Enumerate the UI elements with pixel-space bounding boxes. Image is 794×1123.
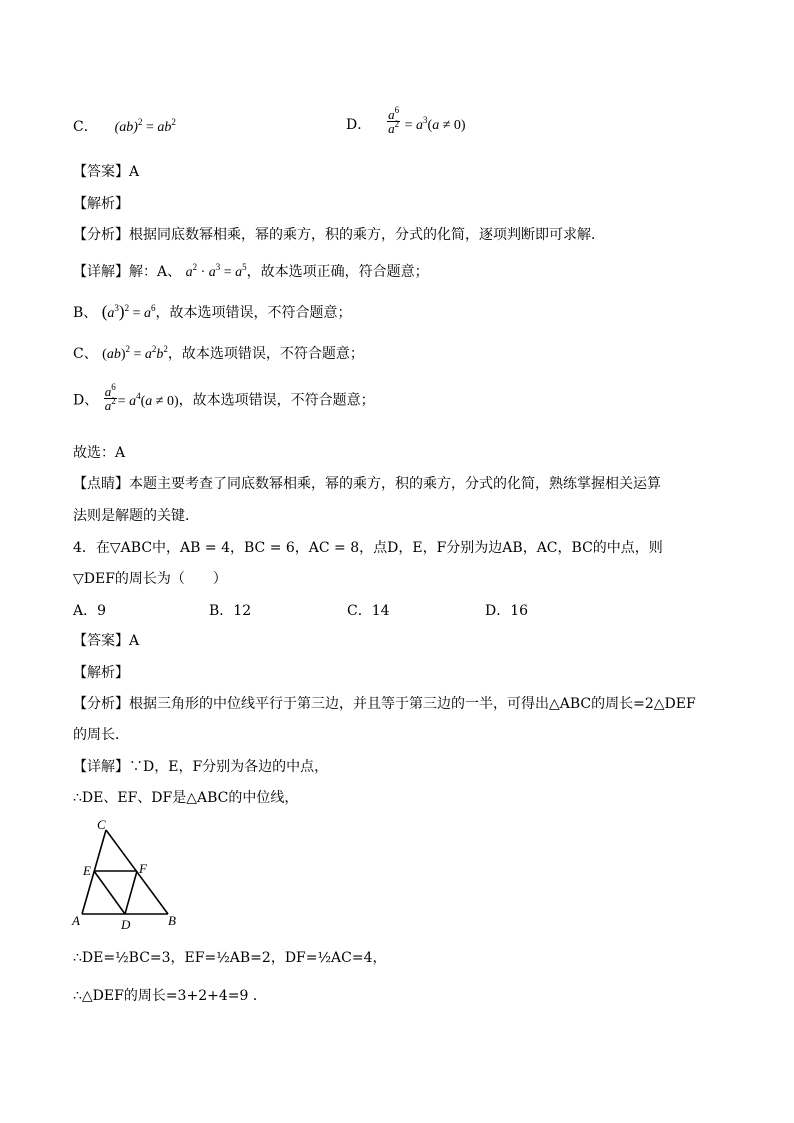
q3-line-b: B、 $(a^3)^2 = a^6$，故本选项错误，不符合题意；: [73, 302, 352, 321]
q3-line-d: D、 $\frac{a^6}{a^2}$ = $a^4(a \ne 0)$，故本选项错误，不符合题意；: [73, 382, 375, 413]
label-c: C: [97, 817, 106, 832]
q4-answer: 【答案】A: [73, 633, 140, 649]
line-c-formula: $(ab)^2 = a^2b^2$: [102, 344, 168, 362]
q3-analysis-heading: 【解析】: [73, 196, 129, 212]
label-a: A: [72, 913, 80, 928]
line-a-formula: $a^2 \cdot a^3 = a^5$: [185, 262, 247, 280]
q4-perimeter-line: ∴△DEF的周长=3+2+4=9 ．: [73, 988, 267, 1004]
q4-midlines-line: ∴DE、EF、DF是△ABC的中位线，: [73, 790, 299, 806]
q4-option-a: A．9: [73, 603, 107, 619]
triangle-figure: [66, 815, 186, 933]
q4-fenxi-line2: 的周长．: [73, 727, 129, 743]
option-d-formula: $\frac{a^6}{a^2}$ = $a^3(a \ne 0)$: [388, 105, 466, 136]
q4-option-b: B．12: [209, 603, 252, 619]
q4-analysis-heading: 【解析】: [73, 665, 129, 681]
q4-stem-line2: ▽DEF的周长为（ ）: [73, 571, 227, 587]
q4-option-d: D．16: [485, 603, 529, 619]
q3-xiangjie-a: 【详解】解：A、 $a^2 \cdot a^3 = a^5$，故本选项正确，符合题意；: [73, 262, 429, 280]
segment-ed: [94, 871, 125, 914]
option-c: C． $(ab)^2 = ab^2$: [73, 117, 176, 135]
option-c-formula: $(ab)^2 = ab^2$: [114, 117, 176, 135]
label-b: B: [168, 913, 176, 928]
q4-fenxi-line1: 【分析】根据三角形的中位线平行于第三边，并且等于第三边的一半，可得出△ABC的周长=2△DEF: [73, 696, 696, 712]
q4-option-c: C．14: [347, 603, 390, 619]
q4-stem-line1: 4．在▽ABC中，AB = 4，BC = 6，AC = 8，点D，E，F分别为边AB，AC，BC的中点，则: [73, 540, 663, 556]
label-e: E: [83, 863, 91, 878]
line-b-formula: $(a^3)^2 = a^6$: [101, 302, 156, 321]
q3-choose: 故选：A: [73, 445, 126, 461]
label-f: F: [139, 861, 147, 876]
q3-dianjing-line1: 【点睛】本题主要考查了同底数幂相乘，幂的乘方，积的乘方，分式的化简，熟练掌握相关运算: [73, 476, 661, 492]
q4-values-line: ∴DE=½BC=3，EF=½AB=2，DF=½AC=4，: [73, 950, 387, 966]
q4-xiangjie-line1: 【详解】∵D，E，F分别为各边的中点，: [73, 759, 329, 775]
q3-dianjing-line2: 法则是解题的关键．: [73, 508, 199, 524]
q3-line-c: C、 $(ab)^2 = a^2b^2$，故本选项错误，不符合题意；: [73, 344, 364, 362]
q3-answer: 【答案】A: [73, 164, 140, 180]
label-d: D: [121, 917, 131, 932]
option-d: D． $\frac{a^6}{a^2}$ = $a^3(a \ne 0)$: [346, 105, 466, 136]
q3-fenxi: 【分析】根据同底数幂相乘，幂的乘方，积的乘方，分式的化简，逐项判断即可求解．: [73, 227, 605, 243]
segment-fd: [125, 871, 137, 914]
line-d-formula: $\frac{a^6}{a^2}$ = $a^4(a \ne 0)$: [104, 382, 179, 413]
